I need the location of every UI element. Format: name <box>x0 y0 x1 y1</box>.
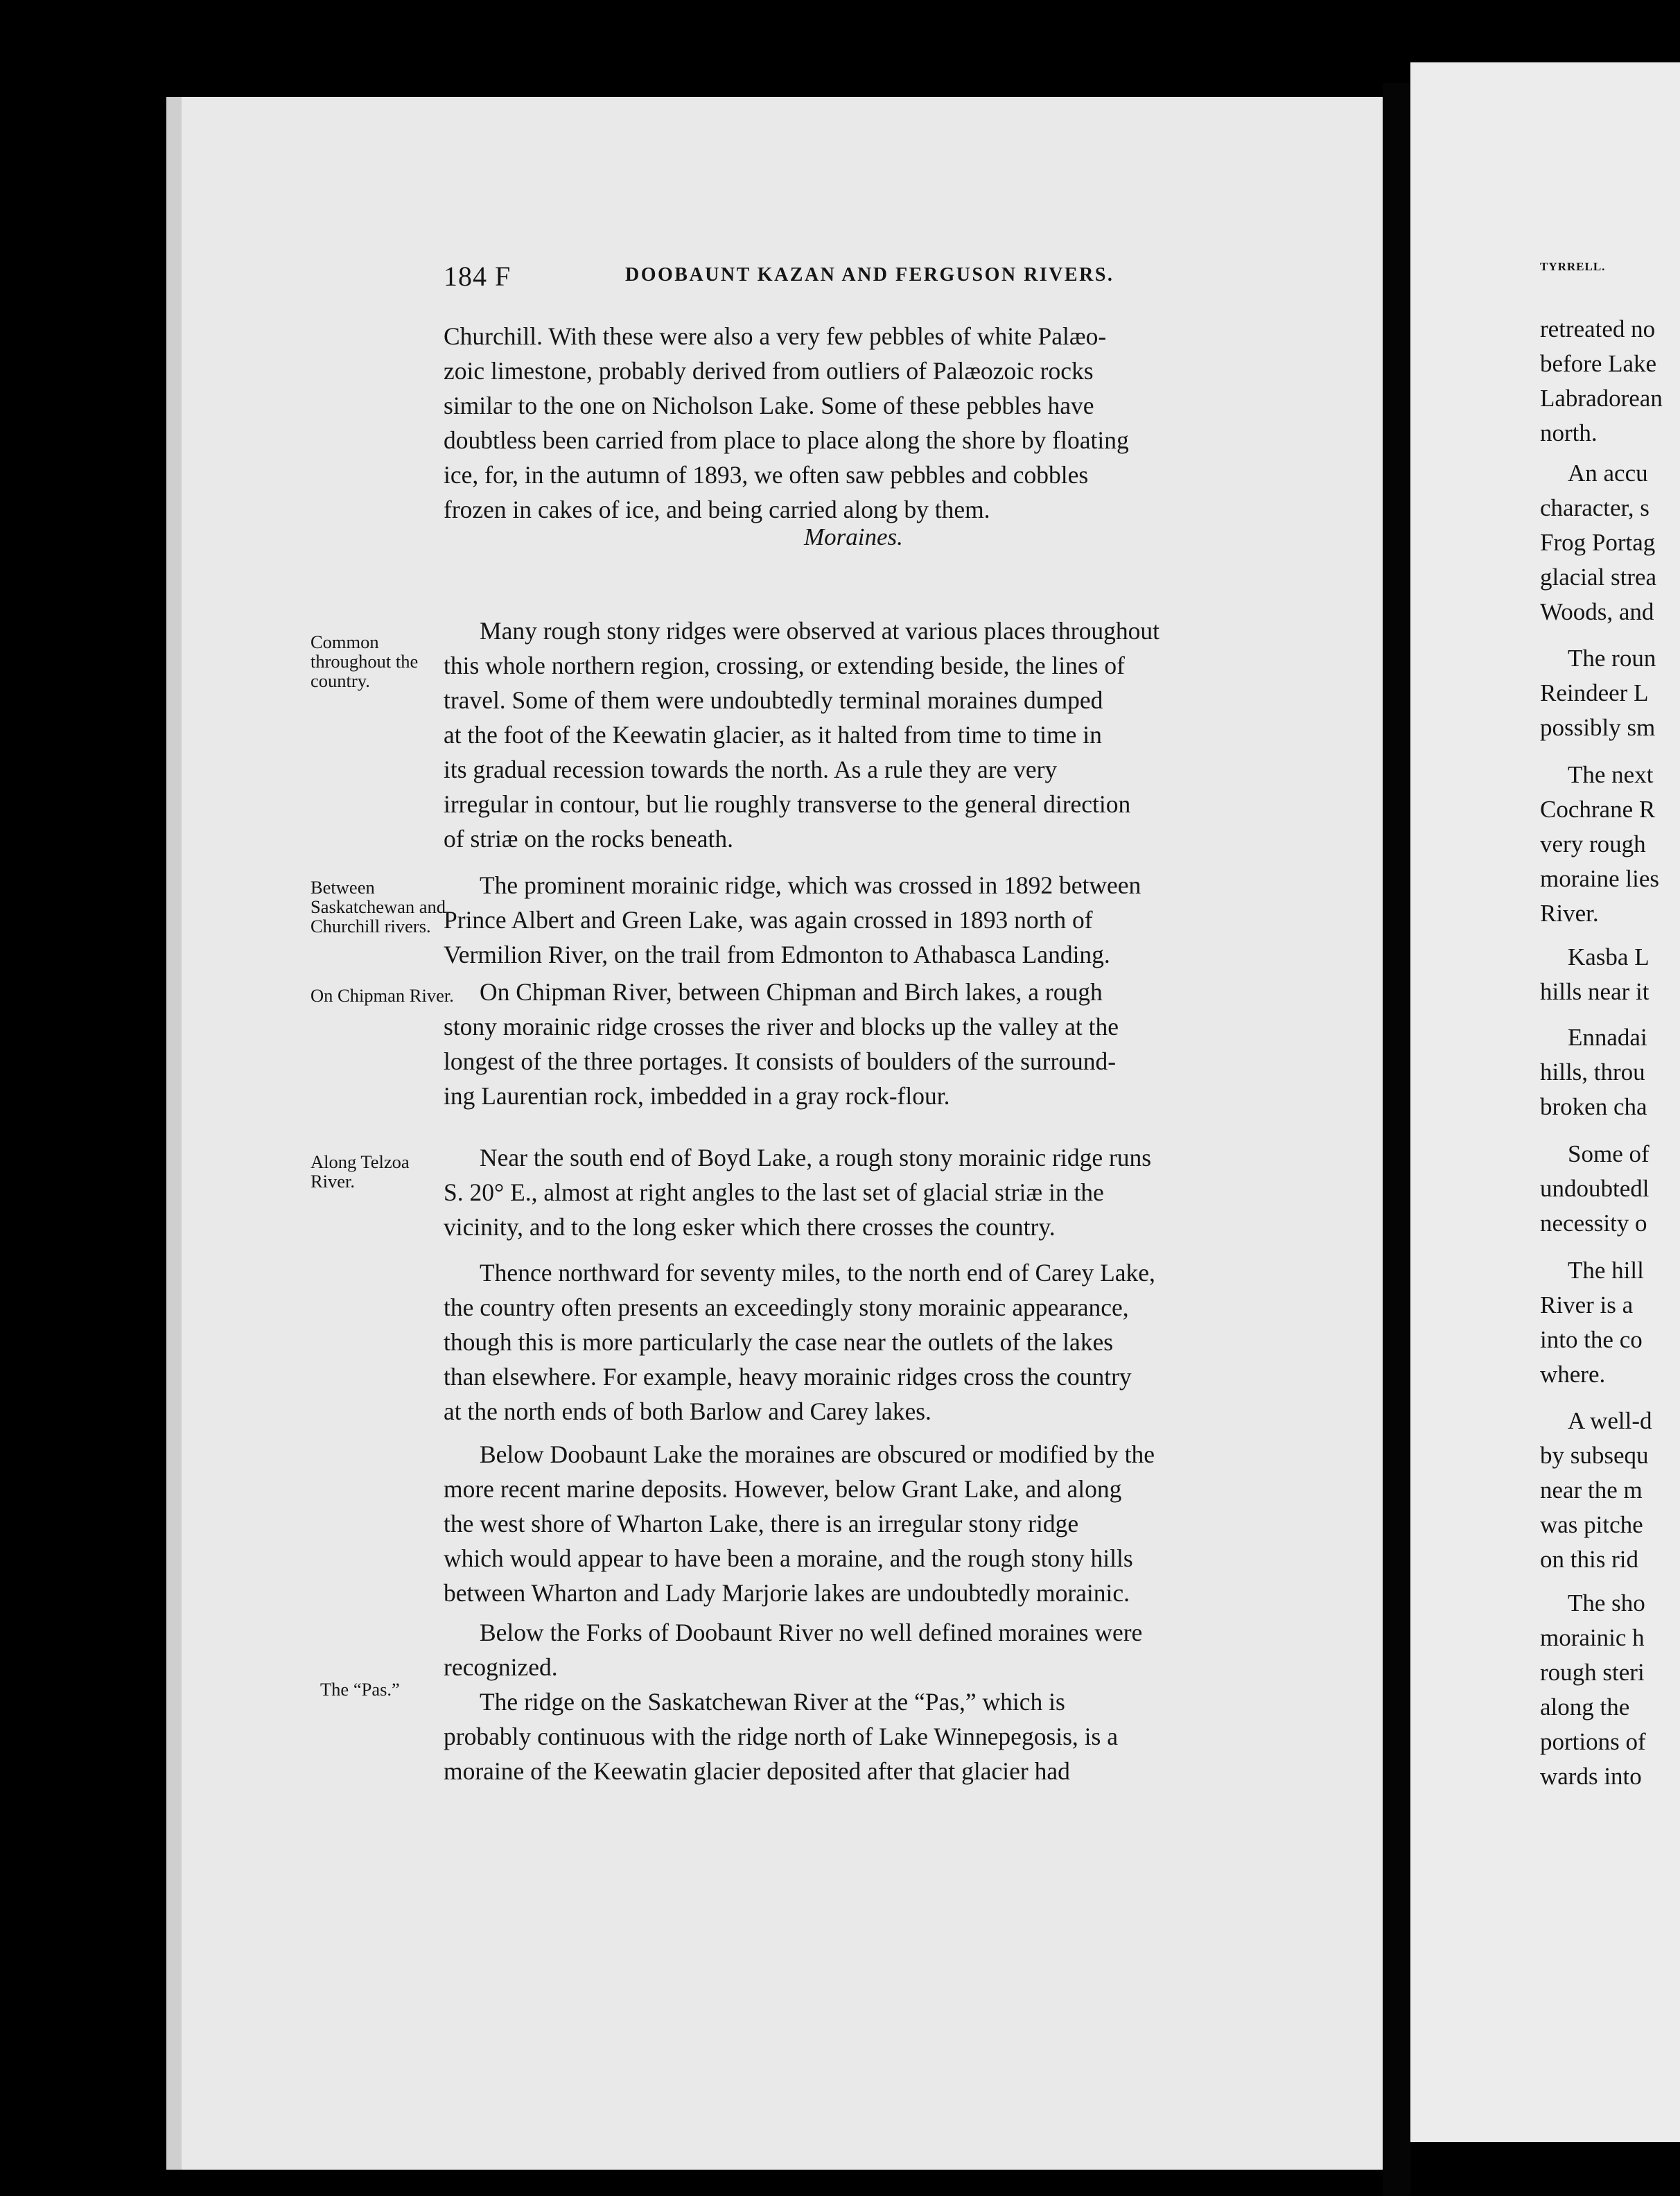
text-line: where. <box>1540 1361 1606 1388</box>
text-line: Below Doobaunt Lake the moraines are obscured or modified by the <box>480 1440 1155 1468</box>
text-line: along the <box>1540 1693 1630 1720</box>
margin-note: The “Pas.” <box>320 1679 400 1700</box>
paragraph-intro <box>444 319 1296 527</box>
right-paragraph <box>1540 758 1680 931</box>
text-line: more recent marine deposits. However, below Grant Lake, and along <box>444 1475 1122 1503</box>
text-line: which would appear to have been a moraine, and the rough stony hills <box>444 1544 1133 1572</box>
text-line: frozen in cakes of ice, and being carried along by them. <box>444 496 990 523</box>
text-line: ing Laurentian rock, imbedded in a gray rock-flour. <box>444 1082 950 1110</box>
right-paragraph <box>1540 940 1680 1009</box>
text-line: Below the Forks of Doobaunt River no well defined moraines were <box>480 1619 1143 1646</box>
text-line: The roun <box>1568 645 1656 672</box>
text-line: River. <box>1540 900 1599 927</box>
text-line: the country often presents an exceedingly stony morainic appearance, <box>444 1293 1129 1321</box>
paragraph <box>444 1684 1296 1788</box>
text-line: very rough <box>1540 830 1646 857</box>
text-line: morainic h <box>1540 1624 1645 1651</box>
text-line: wards into <box>1540 1763 1642 1790</box>
text-line: Some of <box>1568 1140 1650 1167</box>
right-paragraph <box>1540 456 1680 629</box>
text-line: rough steri <box>1540 1659 1645 1686</box>
text-line: between Wharton and Lady Marjorie lakes are undoubtedly morainic. <box>444 1579 1130 1607</box>
text-line: The hill <box>1568 1257 1644 1284</box>
text-line: The next <box>1568 761 1654 788</box>
text-line: Vermilion River, on the trail from Edmonton to Athabasca Landing. <box>444 941 1110 968</box>
paragraph <box>444 1255 1296 1429</box>
text-line: probably continuous with the ridge north of Lake Winnepegosis, is a <box>444 1723 1118 1750</box>
paragraph <box>444 1615 1296 1684</box>
text-line: stony morainic ridge crosses the river and blocks up the valley at the <box>444 1013 1119 1040</box>
text-line: Reindeer L <box>1540 679 1649 706</box>
text-line: possibly sm <box>1540 714 1656 741</box>
text-line: Woods, and <box>1540 598 1654 625</box>
text-line: Prince Albert and Green Lake, was again crossed in 1893 north of <box>444 906 1093 934</box>
text-line: this whole northern region, crossing, or extending beside, the lines of <box>444 652 1125 679</box>
text-line: than elsewhere. For example, heavy morainic ridges cross the country <box>444 1363 1132 1391</box>
text-line: of striæ on the rocks beneath. <box>444 825 734 853</box>
text-line: its gradual recession towards the north. As a rule they are very <box>444 756 1058 783</box>
text-line: Frog Portag <box>1540 529 1656 556</box>
left-page-edge <box>166 97 182 2170</box>
text-line: Near the south end of Boyd Lake, a rough stony morainic ridge runs <box>480 1144 1152 1171</box>
page-gutter <box>1383 83 1410 2196</box>
text-line: recognized. <box>444 1653 558 1681</box>
text-line: Kasba L <box>1568 943 1650 970</box>
text-line: River is a <box>1540 1291 1634 1318</box>
text-line: The ridge on the Saskatchewan River at the “Pas,” which is <box>480 1688 1065 1716</box>
text-line: at the foot of the Keewatin glacier, as it halted from time to time in <box>444 721 1102 749</box>
right-paragraph <box>1540 1253 1680 1392</box>
paragraph <box>444 1140 1296 1244</box>
right-paragraph <box>1540 1404 1680 1577</box>
text-line: vicinity, and to the long esker which there crosses the country. <box>444 1213 1056 1241</box>
text-line: The prominent morainic ridge, which was crossed in 1892 between <box>480 871 1141 899</box>
text-line: into the co <box>1540 1326 1643 1353</box>
text-line: zoic limestone, probably derived from outliers of Palæozoic rocks <box>444 357 1094 385</box>
text-line: Ennadai <box>1568 1024 1647 1051</box>
right-paragraph <box>1540 1020 1680 1124</box>
text-line: Labradorean <box>1540 385 1663 412</box>
text-line: hills, throu <box>1540 1058 1645 1086</box>
text-line: retreated no <box>1540 315 1656 342</box>
right-paragraph <box>1540 1137 1680 1241</box>
text-line: similar to the one on Nicholson Lake. Some of these pebbles have <box>444 392 1094 419</box>
text-line: necessity o <box>1540 1210 1647 1237</box>
paragraph <box>444 868 1296 972</box>
text-line: Churchill. With these were also a very few pebbles of white Palæo- <box>444 322 1107 350</box>
text-line: An accu <box>1568 460 1648 487</box>
running-title: DOOBAUNT KAZAN AND FERGUSON RIVERS. <box>625 264 1114 286</box>
right-paragraph <box>1540 641 1680 745</box>
text-line: before Lake <box>1540 350 1657 377</box>
paragraph <box>444 975 1296 1113</box>
page-number: 184 F <box>444 261 511 292</box>
text-line: ice, for, in the autumn of 1893, we often saw pebbles and cobbles <box>444 461 1089 489</box>
left-page-header <box>444 260 1296 295</box>
text-line: Thence northward for seventy miles, to the north end of Carey Lake, <box>480 1259 1155 1287</box>
text-line: north. <box>1540 419 1598 446</box>
text-line: portions of <box>1540 1728 1646 1755</box>
text-line: by subsequ <box>1540 1442 1649 1469</box>
text-line: hills near it <box>1540 978 1650 1005</box>
text-line: the west shore of Wharton Lake, there is an irregular stony ridge <box>444 1510 1079 1537</box>
paragraph <box>444 1437 1296 1610</box>
right-paragraph <box>1540 312 1680 451</box>
right-page-header: TYRRELL. <box>1540 260 1606 273</box>
text-line: The sho <box>1568 1589 1645 1617</box>
text-line: On Chipman River, between Chipman and Birch lakes, a rough <box>480 978 1103 1006</box>
text-line: longest of the three portages. It consists of boulders of the surround- <box>444 1047 1117 1075</box>
text-line: near the m <box>1540 1476 1643 1504</box>
text-line: character, s <box>1540 494 1650 521</box>
text-line: was pitche <box>1540 1511 1643 1538</box>
margin-note: Common throughout the country. <box>310 631 419 691</box>
text-line: Many rough stony ridges were observed at various places throughout <box>480 617 1160 645</box>
text-line: at the north ends of both Barlow and Carey lakes. <box>444 1397 931 1425</box>
margin-note: Along Telzoa River. <box>310 1151 410 1192</box>
text-line: undoubtedl <box>1540 1175 1650 1202</box>
right-paragraph <box>1540 1586 1680 1794</box>
text-line: moraine lies <box>1540 865 1660 892</box>
text-line: Cochrane R <box>1540 796 1656 823</box>
text-line: moraine of the Keewatin glacier deposited after that glacier had <box>444 1757 1070 1785</box>
text-line: on this rid <box>1540 1546 1638 1573</box>
text-line: A well-d <box>1568 1407 1652 1434</box>
margin-note: On Chipman River. <box>310 985 454 1006</box>
paragraph <box>444 613 1296 856</box>
text-line: irregular in contour, but lie roughly transverse to the general direction <box>444 790 1131 818</box>
margin-note: Between Saskatchewan and Churchill rivers. <box>310 877 446 936</box>
text-line: doubtless been carried from place to place along the shore by floating <box>444 426 1129 454</box>
text-line: though this is more particularly the case near the outlets of the lakes <box>444 1328 1114 1356</box>
text-line: broken cha <box>1540 1093 1647 1120</box>
text-line: S. 20° E., almost at right angles to the last set of glacial striæ in the <box>444 1178 1104 1206</box>
text-line: glacial strea <box>1540 564 1657 591</box>
section-heading: Moraines. <box>804 523 903 550</box>
text-line: travel. Some of them were undoubtedly terminal moraines dumped <box>444 686 1103 714</box>
